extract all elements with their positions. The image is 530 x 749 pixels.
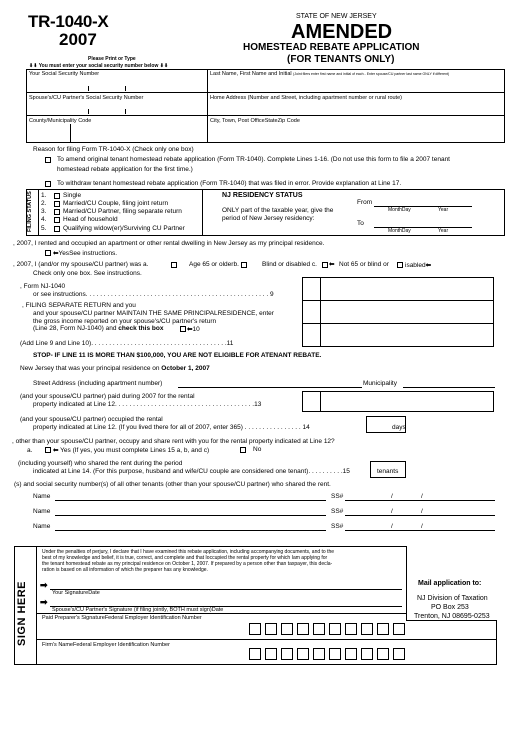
ssn-note: ⬇⬇ You must enter your social security number below ⬇⬇ [29,63,169,69]
line-6-yes-checkbox[interactable] [45,250,51,256]
residency-heading: NJ RESIDENCY STATUS [222,192,303,199]
filing-status-num-3: 3. [41,208,47,215]
share-rent-yes-label: ⬅ Yes (If yes, you must complete Lines 15 a, b, and c) [53,447,210,454]
preparer-fein-digit[interactable] [393,623,405,635]
city-field[interactable] [209,124,502,141]
line-13-text-a: (and your spouse/CU partner) paid during 2007 for the rental [20,393,195,400]
residency-to-label: To [357,220,364,227]
your-signature-label: Your SignatureDate [52,590,100,596]
line-13-rent-field[interactable] [321,392,493,411]
form-subtitle: (FOR TENANTS ONLY) [287,54,395,65]
blind-disabled-label: Blind or disabled c. [262,261,317,268]
reason-heading: Reason for filing Form TR-1040-X (Check only one box) [33,146,194,153]
mail-heading: Mail application to: [418,580,482,587]
arrow-right-icon: ➡ [40,580,48,590]
preparer-signature-field[interactable] [42,623,242,637]
residency-to-month-day: MonthDay [388,228,411,234]
tenant-2-name-field[interactable] [55,506,326,515]
tenant-3-name-field[interactable] [55,521,326,530]
tenant-3-ssn-slash-1: / [391,523,393,530]
form-year: 2007 [59,30,97,49]
rental-street-field[interactable] [178,378,362,387]
age-65-label: Age 65 or olderb. [189,261,239,268]
tenant-3-ssn-field[interactable] [345,521,495,530]
line-15-text-e: (s) and social security number(s) of all other tenants (other than your spouse/CU partner) who shared the rent. [14,481,331,488]
name-field[interactable] [209,78,502,91]
arrow-left-icon: ⬅ [53,447,59,454]
line-14-text-a: (and your spouse/CU partner) occupied the rental [20,416,163,423]
filing-status-widow-label: Qualifying widow(er)/Surviving CU Partner [63,225,185,232]
spouse-signature-field[interactable] [50,595,402,606]
arrow-left-icon: ⬅ [425,262,432,269]
not-65-label-end: isabled⬅ [405,262,432,269]
not-65-label: Not 65 or blind or [339,261,389,268]
taxpayer-signature-field[interactable] [50,578,402,589]
share-rent-no-label: No [253,446,262,453]
firm-fein-digit[interactable] [265,648,277,660]
line-6-text: , 2007, I rented and occupied an apartment or other rental dwelling in New Jersey as my principal residence. [13,240,325,247]
reason-withdraw-checkbox[interactable] [45,181,51,187]
line-11-amount-field[interactable] [321,324,493,346]
tenant-2-ssn-label: SS# [331,508,344,515]
firm-fein-digit[interactable] [393,648,405,660]
line-13-text-b: property indicated at Line 12. . . . . . . . . . . . . . . . . . . . . . . . . . . . . . . . . . . . . . .13 [33,401,262,408]
arrow-left-icon: ⬅ [187,326,193,333]
line-14-text-b: property indicated at Line 12. (If you lived there for all of 2007, enter 365) . . . . . . . . . . . . . . . . 14 [33,424,310,431]
not-65-second-checkbox[interactable] [397,262,403,268]
arrow-right-icon: ➡ [40,597,48,607]
filing-status-widow-checkbox[interactable] [54,226,60,232]
preparer-fein-digit[interactable] [361,623,373,635]
firm-fein-digit[interactable] [345,648,357,660]
stop-warning: STOP- IF LINE 11 IS MORE THAN $100,000, YOU ARE NOT ELIGIBLE FOR ATENANT REBATE. [33,352,322,359]
not-65-checkbox[interactable] [322,262,328,268]
declaration-line-4: ration is based on all information of which the preparer has any knowledge. [42,567,208,573]
mail-line-2: PO Box 253 [431,604,469,611]
filing-status-separate-label: Married/CU Partner, filing separate return [63,208,182,215]
line-8-text: , Form NJ-1040 [20,283,66,290]
preparer-fein-digit[interactable] [265,623,277,635]
residency-to-year: Year [438,228,449,234]
line-10-amount-field[interactable] [321,301,493,322]
mail-line-1: NJ Division of Taxation [417,595,488,602]
spouse-ssn-field[interactable] [28,101,204,114]
preparer-fein-digit[interactable] [345,623,357,635]
filing-status-num-4: 4. [41,216,47,223]
form-number: TR-1040-X [28,12,109,31]
reason-amend-label: To amend original tenant homestead rebate application (Form TR-1040). Complete Lines 1-16. (Do not use this form to file a 2007 tenant [57,156,450,163]
line-10-text-a: , FILING SEPARATE RETURN and you [22,302,136,309]
line-9-text: or see instructions. . . . . . . . . . . . . . . . . . . . . . . . . . . . . . . . . . . . . . . . . . . . . . . . . . . 9 [33,291,274,298]
residency-from-year: Year [438,207,449,213]
tenant-3-ssn-slash-2: / [421,523,423,530]
firm-fein-digit[interactable] [377,648,389,660]
line-7-note: Check only one box. See instructions. [33,270,142,277]
filing-status-separate-checkbox[interactable] [54,209,60,215]
declaration-line-1: Under the penalties of perjury, I declare that I have examined this rebate application, including accompanying documents, and to the [42,549,335,555]
city-label: City, Town, Post OfficeStateZip Code [210,118,300,124]
filing-status-vertical-label: FILING STATUS [27,191,33,232]
sign-here-label: SIGN HERE [16,580,28,646]
tenant-1-name-label: Name [33,493,51,500]
name-label: Last Name, First Name and Initial (Joint filers enter first name and initial of each - Enter spouse/CU partner last name ONLY if different) [210,71,450,77]
arrow-left-icon: ⬅ [53,250,59,257]
firm-fein-digit[interactable] [329,648,341,660]
line-10-number: ⬅10 [187,326,200,333]
filing-status-single-checkbox[interactable] [54,193,60,199]
line-15-text-d: indicated at Line 14. (For this purpose, husband and wife/CU couple are considered one tenant). . . . . . . . . .15 [33,468,350,475]
tenant-2-ssn-field[interactable] [345,506,495,515]
tenant-3-ssn-label: SS# [331,523,344,530]
filing-status-single-label: Single [63,192,82,199]
firm-fein-digit[interactable] [313,648,325,660]
ssn-label: Your Social Security Number [29,71,100,77]
tenant-3-name-label: Name [33,523,51,530]
line-12-text: New Jersey that was your principal residence on October 1, 2007 [20,365,210,372]
muni-code-label: County/Municipality Code [29,118,92,124]
filing-status-hoh-checkbox[interactable] [54,217,60,223]
share-rent-no-checkbox[interactable] [240,447,246,453]
mail-line-3: Trenton, NJ 08695-0253 [414,613,490,620]
firm-fein-digit[interactable] [249,648,261,660]
firm-fein-digit[interactable] [297,648,309,660]
preparer-fein-digit[interactable] [377,623,389,635]
line-15-text-c: (including yourself) who shared the rent during the period [18,460,183,467]
residency-line-2: period of New Jersey residency: [222,215,315,222]
declaration-line-2: best of my knowledge and belief, it is true, correct, and complete and that Ioccupied the rental property for which Iam applying for [42,555,328,561]
firm-fein-digit[interactable] [361,648,373,660]
filing-status-joint-checkbox[interactable] [54,201,60,207]
street-label: Street Address (including apartment number) [33,380,163,387]
spouse-ssn-label: Spouse's/CU Partner's Social Security Number [29,95,144,101]
preparer-signature-label: Paid Preparer's SignatureFederal Employer Identification Number [42,615,202,621]
arrow-left-icon: ⬅ [329,261,335,268]
line-9-amount-field[interactable] [321,278,493,299]
filing-status-num-5: 5. [41,225,47,232]
line-10-text-b: and your spouse/CU partner MAINTAIN THE SAME PRINCIPALRESIDENCE, enter [33,310,274,317]
muni-code-field[interactable] [28,124,204,141]
preparer-fein-digit[interactable] [297,623,309,635]
age-65-checkbox[interactable] [171,262,177,268]
tenant-1-ssn-label: SS# [331,493,344,500]
line-15a-mark: a. [27,447,33,454]
line-7-text: , 2007, I (and/or my spouse/CU partner) was a. [13,261,149,268]
tenant-2-ssn-slash-2: / [421,508,423,515]
reason-amend-label-cont: homestead rebate application for the first time.) [57,166,193,173]
firm-name-field[interactable] [42,650,242,662]
declaration-line-3: the tenant homestead rebate as my principal residence on October 1, 2007. If prepared by a person other than taxpayer, this decla- [42,561,333,567]
amended-heading: AMENDED [291,21,393,43]
blind-disabled-checkbox[interactable] [241,262,247,268]
preparer-fein-digit[interactable] [249,623,261,635]
spouse-signature-label: Spouse's/CU Partner's Signature (if filing jointly, BOTH must sign)Date [52,607,224,613]
tenant-1-ssn-slash-1: / [391,493,393,500]
preparer-fein-digit[interactable] [313,623,325,635]
line-6-yes: ⬅YesSee instructions. [53,250,118,257]
line-11-text: (Add Line 9 and Line 10). . . . . . . . . . . . . . . . . . . . . . . . . . . . . . . . . . . . . .11 [20,340,234,347]
filing-status-num-2: 2. [41,200,47,207]
line-14-days-unit: days [392,424,406,431]
residency-from-label: From [357,199,373,206]
address-label: Home Address (Number and Street, including apartment number or rural route) [210,95,402,101]
residency-from-month-day: MonthDay [388,207,411,213]
tenant-1-ssn-slash-2: / [421,493,423,500]
state-heading: STATE OF NEW JERSEY [296,13,377,20]
filing-status-hoh-label: Head of household [63,216,118,223]
reason-withdraw-label: To withdraw tenant homestead rebate application (Form TR-1040) that was filed in error. Provide explanation at Line 17. [57,180,402,187]
print-note: Please Print or Type [88,56,136,62]
municipality-label: Municipality [363,380,397,387]
firm-name-label: Firm's NameFederal Employer Identification Number [42,642,170,648]
line-15-text-a: , other than your spouse/CU partner, occupy and share rent with you for the rental property indicated at Line 12? [12,438,335,445]
rental-municipality-field[interactable] [403,378,495,387]
line-10-text-d: (Line 28, Form NJ-1040) and check this box [33,325,164,332]
ssn-field[interactable] [28,78,204,91]
reason-amend-checkbox[interactable] [45,157,51,163]
tenant-1-ssn-field[interactable] [345,491,495,500]
tenant-2-name-label: Name [33,508,51,515]
line-10-checkbox[interactable] [180,326,186,332]
share-rent-yes-checkbox[interactable] [45,447,51,453]
firm-fein-digit[interactable] [281,648,293,660]
filing-status-joint-label: Married/CU Couple, filing joint return [63,200,169,207]
preparer-fein-digit[interactable] [329,623,341,635]
arrow-down-icon: ⬇⬇ [29,63,39,69]
form-title: HOMESTEAD REBATE APPLICATION [243,42,420,53]
line-10-text-c: the gross income reported on your spouse's/CU partner's return [33,318,217,325]
arrow-down-icon: ⬇⬇ [158,63,169,69]
filing-status-num-1: 1. [41,192,47,199]
preparer-fein-digit[interactable] [281,623,293,635]
line-15-tenants-unit: tenants [377,468,399,475]
residency-line-1: ONLY part of the taxable year, give the [222,207,334,214]
residency-to-field[interactable] [374,219,472,227]
tenant-1-name-field[interactable] [55,491,326,500]
tenant-2-ssn-slash-1: / [391,508,393,515]
address-field[interactable] [209,101,502,114]
residency-from-field[interactable] [374,198,472,206]
